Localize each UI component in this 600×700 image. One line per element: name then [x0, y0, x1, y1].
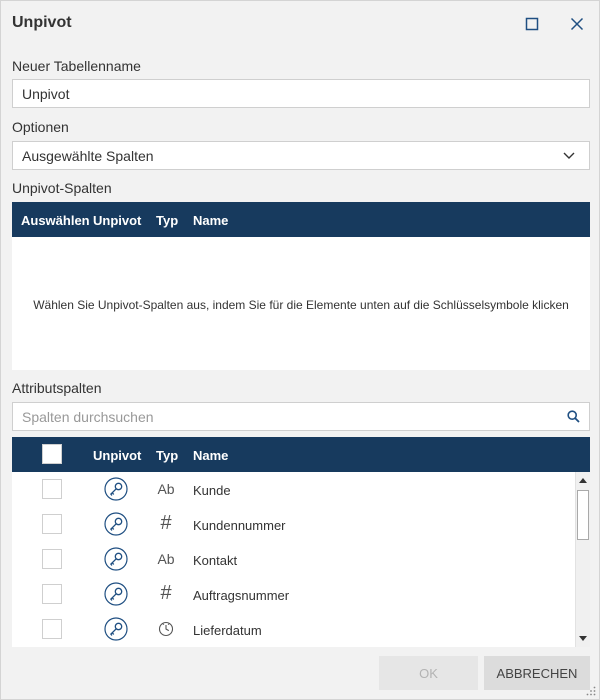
- column-search-input[interactable]: [12, 402, 590, 431]
- text-type-icon: Ab: [157, 481, 175, 497]
- resize-grip-icon[interactable]: [586, 686, 596, 696]
- header-unpivot: Unpivot: [93, 448, 142, 463]
- row-checkbox[interactable]: [42, 619, 62, 639]
- options-select[interactable]: [12, 141, 590, 170]
- key-icon[interactable]: [104, 617, 128, 641]
- table-row[interactable]: [12, 577, 575, 612]
- search-placeholder: Spalten durchsuchen: [22, 409, 154, 425]
- column-name: Lieferdatum: [193, 623, 262, 638]
- header-unpivot: Unpivot: [93, 213, 142, 228]
- dialog-title: Unpivot: [12, 14, 72, 31]
- column-name: Auftragsnummer: [193, 588, 290, 603]
- maximize-icon: [525, 17, 539, 31]
- attribute-columns-label: Attributspalten: [12, 380, 102, 396]
- header-name: Name: [193, 448, 229, 463]
- table-row[interactable]: [12, 612, 575, 647]
- table-name-value: Unpivot: [22, 86, 70, 102]
- key-icon[interactable]: [104, 512, 128, 536]
- scroll-down-button[interactable]: [576, 632, 590, 646]
- text-type-icon: Ab: [157, 551, 175, 567]
- key-icon[interactable]: [104, 582, 128, 606]
- unpivot-columns-label: Unpivot-Spalten: [12, 180, 112, 196]
- table-row[interactable]: [12, 507, 575, 542]
- row-checkbox[interactable]: [42, 584, 62, 604]
- number-type-icon: #: [160, 582, 172, 604]
- search-icon[interactable]: [567, 410, 580, 423]
- list-scrollbar[interactable]: [575, 472, 590, 647]
- ok-button[interactable]: OK: [379, 656, 478, 690]
- key-icon[interactable]: [104, 547, 128, 571]
- triangle-up-icon: [579, 477, 587, 483]
- attribute-columns-header: [12, 437, 590, 472]
- close-button[interactable]: [566, 13, 588, 35]
- row-checkbox[interactable]: [42, 479, 62, 499]
- chevron-down-icon: [563, 152, 575, 160]
- column-name: Kunde: [193, 483, 231, 498]
- empty-message: Wählen Sie Unpivot-Spalten aus, indem Sie für die Elemente unten auf die Schlüsselsymbole klicken: [33, 298, 569, 312]
- row-checkbox[interactable]: [42, 549, 62, 569]
- scroll-thumb[interactable]: [577, 490, 589, 540]
- close-icon: [570, 17, 584, 31]
- header-type: Typ: [156, 448, 179, 463]
- header-name: Name: [193, 213, 229, 228]
- maximize-button[interactable]: [521, 13, 543, 35]
- clock-type-icon: [157, 621, 175, 637]
- options-label: Optionen: [12, 119, 69, 135]
- number-type-icon: #: [160, 512, 172, 534]
- key-icon[interactable]: [104, 477, 128, 501]
- scroll-up-button[interactable]: [576, 473, 590, 487]
- header-type: Typ: [156, 213, 179, 228]
- table-name-input[interactable]: [12, 79, 590, 108]
- triangle-down-icon: [579, 636, 587, 642]
- table-row[interactable]: [12, 542, 575, 577]
- row-checkbox[interactable]: [42, 514, 62, 534]
- column-name: Kundennummer: [193, 518, 286, 533]
- table-row[interactable]: [12, 472, 575, 507]
- table-name-label: Neuer Tabellenname: [12, 58, 141, 74]
- options-selected-value: Ausgewählte Spalten: [22, 148, 154, 164]
- unpivot-columns-header: [12, 202, 590, 237]
- column-name: Kontakt: [193, 553, 238, 568]
- header-select: Auswählen: [21, 213, 90, 228]
- unpivot-columns-list: [12, 237, 590, 370]
- attribute-columns-list: [12, 472, 590, 647]
- select-all-checkbox[interactable]: [42, 444, 62, 464]
- cancel-button[interactable]: ABBRECHEN: [484, 656, 590, 690]
